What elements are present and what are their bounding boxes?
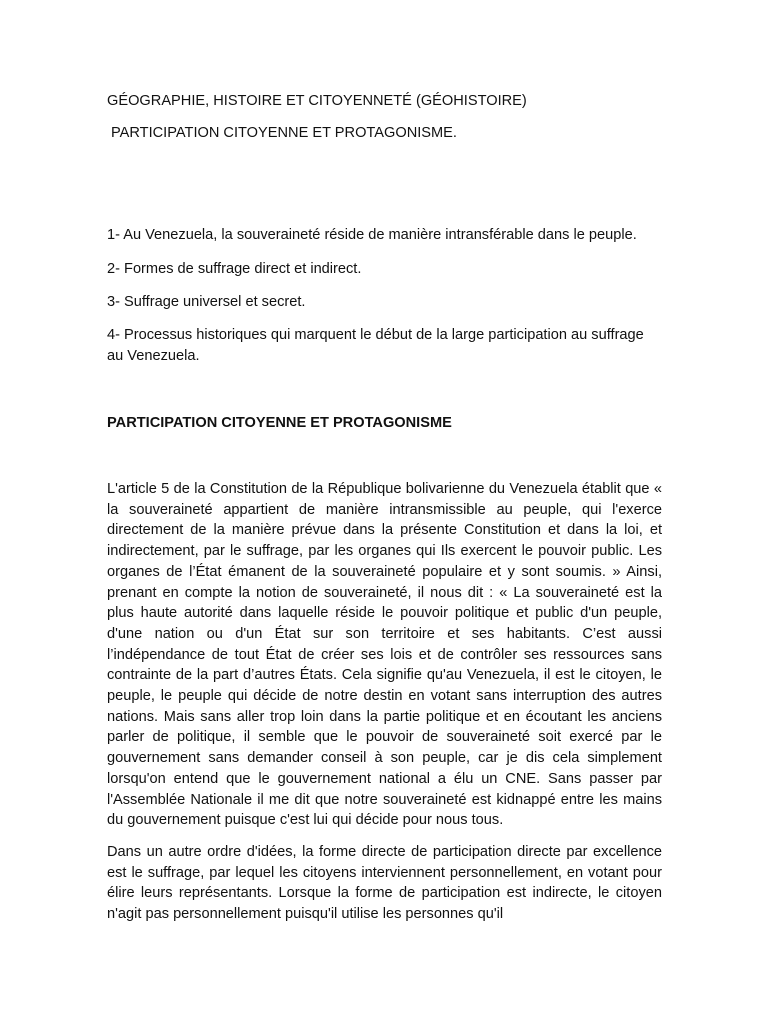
list-item: 3- Suffrage universel et secret. <box>107 294 306 310</box>
document-subtitle: PARTICIPATION CITOYENNE ET PROTAGONISME. <box>111 125 457 141</box>
list-item: 4- Processus historiques qui marquent le début de la large participation au suffrage au Venezuela. <box>107 327 644 364</box>
body-paragraph: Dans un autre ordre d'idées, la forme directe de participation directe par excellence est le suffrage, par lequel les citoyens interviennent personnellement, en votant pour élire leurs représentants. Lorsque la forme de participation est indirecte, le citoyen n'agit pas personnellement puisqu'il utilise les personnes qu'il <box>107 844 662 923</box>
body-paragraph: L'article 5 de la Constitution de la République bolivarienne du Venezuela établit que « la souveraineté appartient de manière intransmissible au peuple, qui l'exerce directement de la manière prévue dans la présente Constitution et dans la loi, et indirectement, par le suffrage, par les organes qui Ils exercent le pouvoir public. Les organes de l’État émanent de la souveraineté populaire et y sont soumis. » Ainsi, prenant en compte la notion de souveraineté, il nous dit : « La souveraineté est la plus haute autorité dans laquelle réside le pouvoir politique et public d'un peuple, d'une nation ou d'un État sur son territoire et ses habitants. C’est aussi l’indépendance de tout État de créer ses lois et de contrôler ses ressources sans contrainte de la part d’autres États. Cela signifie qu'au Venezuela, il est le citoyen, le peuple, le peuple qui décide de notre destin en votant sans interruption des autres nations. Mais sans aller trop loin dans la partie politique et en écoutant les anciens parler de politique, il semble que le pouvoir de souveraineté soit exercé par le gouvernement sans demander conseil à son peuple, car je dis cela simplement lorsqu'on entend que le gouvernement national a élu un CNE. Sans passer par l'Assemblée Nationale il me dit que notre souveraineté est kidnappé entre les mains du gouvernement puisque c'est lui qui décide pour nous tous. <box>107 481 662 829</box>
document-title: GÉOGRAPHIE, HISTOIRE ET CITOYENNETÉ (GÉOHISTOIRE) <box>107 93 527 109</box>
section-heading: PARTICIPATION CITOYENNE ET PROTAGONISME <box>107 415 452 431</box>
list-item: 1- Au Venezuela, la souveraineté réside de manière intransférable dans le peuple. <box>107 227 637 243</box>
list-item: 2- Formes de suffrage direct et indirect. <box>107 261 362 277</box>
